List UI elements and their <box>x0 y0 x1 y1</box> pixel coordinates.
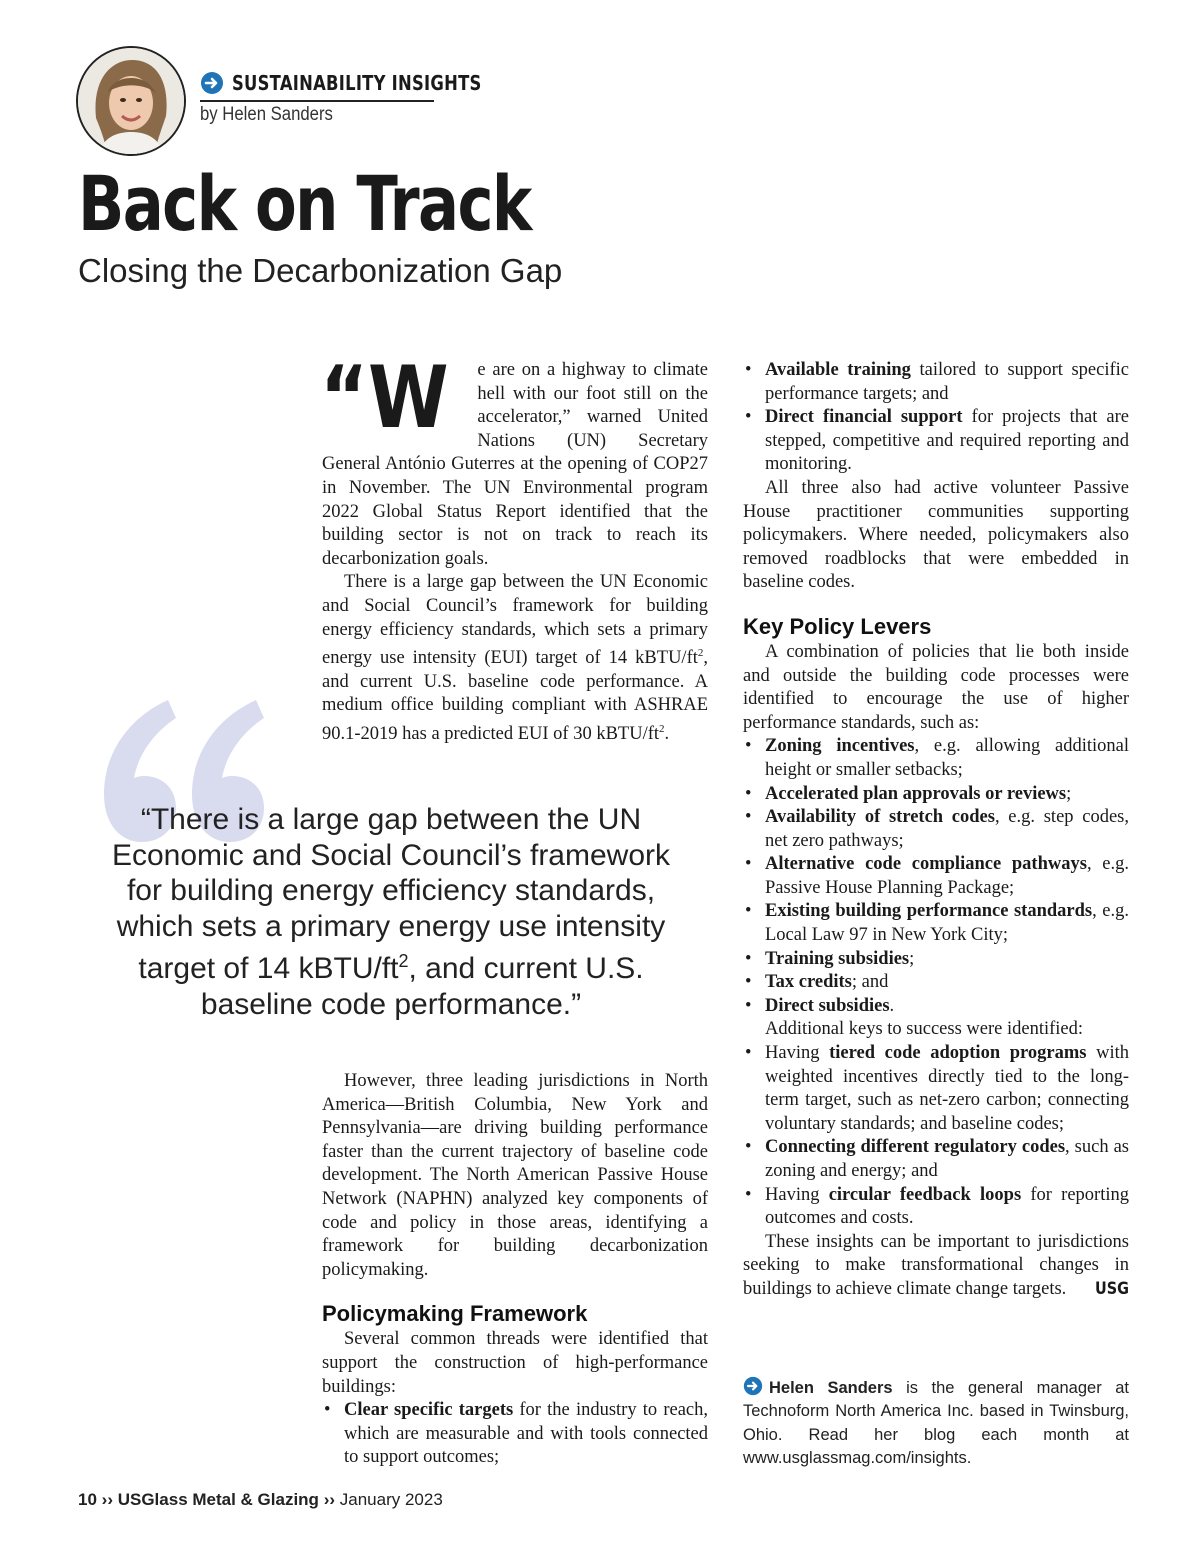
paragraph-gap <box>322 571 708 746</box>
list-item <box>743 995 1129 1019</box>
list-item-bold: circular feedback loops <box>828 1184 1022 1205</box>
paragraph-jurisdictions: However, three leading jurisdictions in North America—British Columbia, New York and Pennsylvania—are driving building performance faster than the current trajectory of baseline code development. The North American Passive House Network (NAPHN) analyzed key components of code and policy in those areas, identifying a framework for building decarbonization policymaking. <box>322 1071 708 1280</box>
list-item <box>322 1399 708 1470</box>
keys-list <box>743 1042 1129 1231</box>
author-portrait-image <box>78 48 184 154</box>
list-item <box>743 853 1129 900</box>
article-column-1 <box>320 348 708 747</box>
page-footer <box>78 1490 443 1510</box>
framework-list-continued <box>743 359 1129 477</box>
article-title: Back on Track <box>78 159 531 248</box>
list-item-text: tailored to support specific performance targets; and <box>765 360 1130 404</box>
paragraph-communities: All three also had active volunteer Passive House practitioner communities supporting policymakers. Where needed, policymakers also removed roadblocks that were embedded in baseline codes. <box>743 477 1129 593</box>
list-item-text: for projects that are stepped, competitive and required reporting and monitoring. <box>765 407 1129 475</box>
list-item-bold: Direct financial support <box>765 407 963 428</box>
list-item-bold: Connecting different regulatory codes <box>765 1137 1066 1158</box>
paragraph-conclusion <box>743 1231 1129 1302</box>
author-bio-text: is the general manager at Technoform North America Inc. based in Twinsburg, Ohio. Read her blog each month at www.usglassmag.com/insights. <box>743 1379 1129 1468</box>
paragraph-intro <box>320 348 708 571</box>
article-column-3 <box>743 359 1129 1302</box>
list-item-text: . <box>889 995 895 1016</box>
list-item-text: , e.g. Passive House Planning Package; <box>765 854 1130 898</box>
article-subtitle: Closing the Decarbonization Gap <box>78 252 563 289</box>
list-item-text: ; <box>1066 783 1072 804</box>
list-item-bold: Availability of stretch codes <box>765 807 995 828</box>
arrow-right-circle-icon <box>743 1376 763 1396</box>
list-item-text: , e.g. allowing additional height or smaller setbacks; <box>765 736 1129 780</box>
arrow-right-circle-icon <box>200 71 224 95</box>
pull-quote-text-b: , and current U.S. baseline code performance.” <box>200 952 644 1021</box>
superscript: 2 <box>659 723 665 736</box>
author-bio <box>743 1376 1129 1471</box>
list-item-text: ; <box>909 948 915 969</box>
list-item-text: for reporting outcomes and costs. <box>765 1184 1129 1229</box>
paragraph-combination: A combination of policies that lie both inside and outside the building code processes were identified to encourage the use of higher performance standards, such as: <box>743 641 1129 733</box>
list-item <box>743 359 1129 406</box>
list-item-text: , e.g. step codes, net zero pathways; <box>765 807 1129 851</box>
paragraph-gap-text-c: . <box>664 724 670 745</box>
section-label: SUSTAINABILITY INSIGHTS <box>232 71 482 95</box>
paragraph-gap-text-b: , and current U.S. baseline code performance. A medium office building compliant with ASHRAE 90.1-2019 has a predicted EUI of 30 kBTU/ft <box>322 648 708 745</box>
section-header <box>200 68 536 98</box>
footer-separator: ›› <box>323 1490 336 1509</box>
author-photo <box>76 46 186 156</box>
list-item-bold: Zoning incentives <box>765 736 915 757</box>
pull-quote <box>96 802 686 1023</box>
list-item <box>743 406 1129 477</box>
heading-key-policy-levers: Key Policy Levers <box>743 613 932 639</box>
list-item-text: with weighted incentives directly tied to the long-term target, such as net-zero carbon; connecting voluntary standards; and baseline codes; <box>765 1043 1129 1134</box>
list-item-lead: Having <box>765 1043 830 1064</box>
list-item-bold: Available training <box>765 360 911 380</box>
pull-quote-superscript: 2 <box>398 951 409 972</box>
list-item <box>743 1136 1129 1183</box>
magazine-name: USGlass Metal & Glazing <box>117 1490 319 1509</box>
list-item <box>743 735 1129 782</box>
list-item-bold: Clear specific targets <box>344 1400 514 1421</box>
byline: by Helen Sanders <box>200 104 333 125</box>
list-item-text: , e.g. Local Law 97 in New York City; <box>765 901 1130 946</box>
list-item-text: for the industry to reach, which are measurable and with tools connected to support outcomes; <box>344 1400 709 1468</box>
section-rule <box>200 100 434 102</box>
paragraph-gap-text-a: There is a large gap between the UN Economic and Social Council’s framework for building energy efficiency standards, which sets a primary energy use intensity (EUI) target of 14 kBTU/ft <box>322 572 708 669</box>
list-item <box>743 1042 1129 1136</box>
author-name: Helen Sanders <box>769 1379 893 1397</box>
list-item-text: ; and <box>851 972 889 993</box>
list-item <box>743 971 1129 995</box>
list-item <box>743 783 1129 807</box>
list-item-bold: Alternative code compliance pathways <box>765 854 1087 875</box>
list-item <box>743 948 1129 972</box>
footer-separator: ›› <box>101 1490 113 1509</box>
list-item <box>743 900 1129 947</box>
list-item-bold: Direct subsidies <box>765 995 890 1016</box>
article-column-2 <box>322 1070 708 1470</box>
pull-quote-text-a: “There is a large gap between the UN Economic and Social Council’s framework for building energy efficiency standards, which sets a primary energy use intensity target of 14 kBTU/ft <box>111 803 671 986</box>
list-item <box>743 806 1129 853</box>
framework-list <box>322 1399 708 1470</box>
paragraph-conclusion-text: These insights can be important to jurisdictions seeking to make transformational changes in buildings to achieve climate change targets. <box>743 1231 1129 1299</box>
list-item-bold: Training subsidies <box>765 948 910 969</box>
list-item-bold: Accelerated plan approvals or reviews <box>765 783 1067 804</box>
list-item-bold: Tax credits <box>765 972 852 993</box>
list-item-bold: Existing building performance standards <box>765 901 1093 922</box>
page-number: 10 <box>78 1490 97 1509</box>
drop-cap: “W <box>320 348 449 448</box>
list-item <box>743 1184 1129 1231</box>
heading-policymaking-framework: Policymaking Framework <box>322 1301 588 1327</box>
superscript: 2 <box>697 647 704 660</box>
paragraph-intro-text: e are on a highway to climate hell with our foot still on the accelerator,” warned United Nations (UN) Secretary General António Guterres at the opening of COP27 in November. The UN Environmental program 2022 Global Status Report identified that the building sector is not on track to reach its decarbonization goals. <box>322 360 708 569</box>
list-item-text: , such as zoning and energy; and <box>765 1137 1129 1181</box>
issue-date: January 2023 <box>339 1490 443 1509</box>
end-mark: USG <box>1094 1278 1129 1299</box>
levers-list <box>743 735 1129 1018</box>
list-item-bold: tiered code adoption programs <box>829 1043 1087 1064</box>
paragraph-threads: Several common threads were identified that support the construction of high-performance buildings: <box>322 1329 708 1397</box>
list-item-lead: Having <box>765 1184 829 1205</box>
paragraph-additional-keys: Additional keys to success were identified: <box>765 1019 1084 1040</box>
